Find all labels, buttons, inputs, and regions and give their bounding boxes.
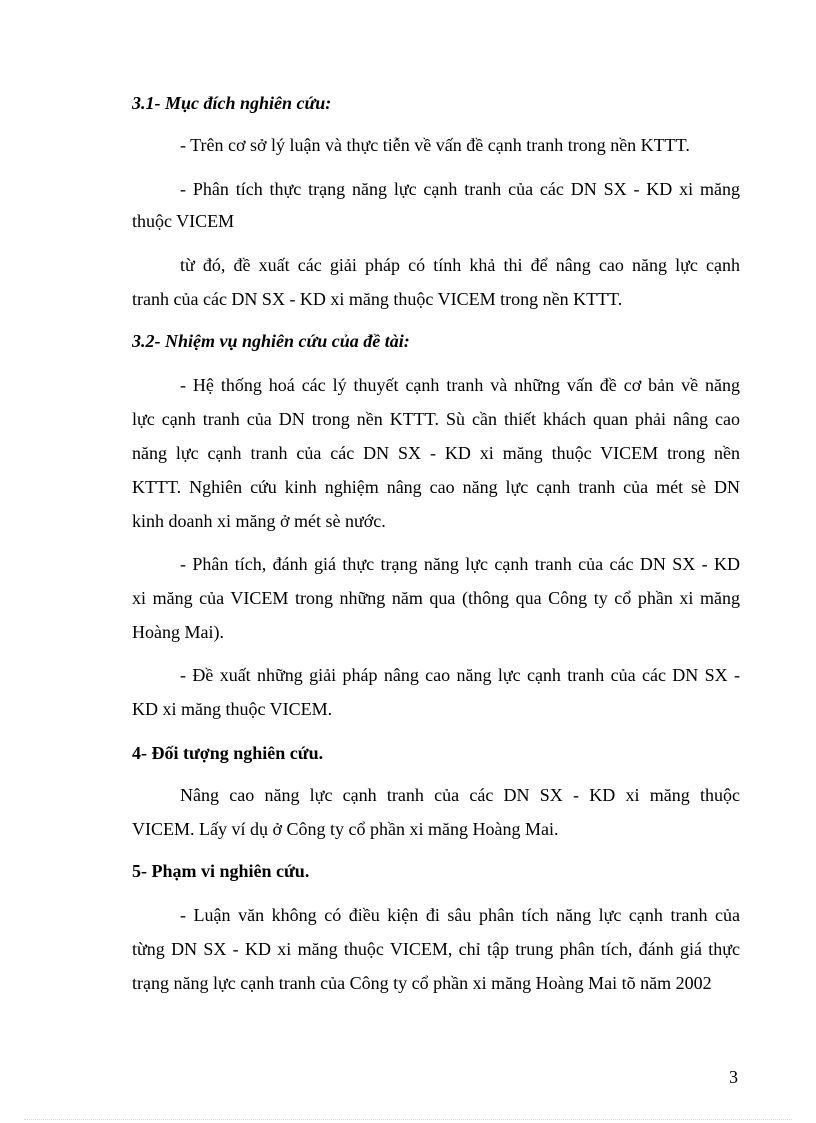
page-footer-divider bbox=[24, 1119, 792, 1120]
paragraph-line: lực cạnh tranh của DN trong nền KTTT. Sù cần thiết khách quan phải nâng cao bbox=[132, 409, 740, 429]
paragraph-line: KTTT. Nghiên cứu kinh nghiệm nâng cao năng lực cạnh tranh của mét sè DN bbox=[132, 477, 740, 497]
paragraph-line: KD xi măng thuộc VICEM. bbox=[132, 699, 333, 719]
paragraph-line: - Phân tích, đánh giá thực trạng năng lực cạnh tranh của các DN SX - KD bbox=[180, 554, 740, 574]
section-4-heading: 4- Đối tượng nghiên cứu. bbox=[132, 743, 324, 763]
paragraph-line: xi măng của VICEM trong những năm qua (thông qua Công ty cổ phần xi măng bbox=[132, 588, 740, 608]
paragraph-line: - Hệ thống hoá các lý thuyết cạnh tranh và những vấn đề cơ bản về năng bbox=[180, 375, 740, 395]
paragraph-line: - Trên cơ sở lý luận và thực tiễn về vấn đề cạnh tranh trong nền KTTT. bbox=[180, 135, 690, 155]
paragraph-line: Nâng cao năng lực cạnh tranh của các DN SX - KD xi măng thuộc bbox=[180, 785, 740, 805]
section-3-1-heading: 3.1- Mục đích nghiên cứu: bbox=[132, 93, 332, 113]
paragraph-line: - Đề xuất những giải pháp nâng cao năng lực cạnh tranh của các DN SX - bbox=[180, 665, 740, 685]
paragraph-line: từ đó, đề xuất các giải pháp có tính khả thi để nâng cao năng lực cạnh bbox=[180, 255, 740, 275]
paragraph-line: thuộc VICEM bbox=[132, 211, 235, 231]
paragraph-line: năng lực cạnh tranh của các DN SX - KD xi măng thuộc VICEM trong nền bbox=[132, 443, 740, 463]
section-3-2-heading: 3.2- Nhiệm vụ nghiên cứu của đề tài: bbox=[132, 331, 410, 351]
section-5-heading: 5- Phạm vi nghiên cứu. bbox=[132, 861, 310, 881]
paragraph-line: - Phân tích thực trạng năng lực cạnh tranh của các DN SX - KD xi măng bbox=[180, 179, 740, 199]
page-number: 3 bbox=[729, 1067, 738, 1087]
paragraph-line: - Luận văn không có điều kiện đi sâu phân tích năng lực cạnh tranh của bbox=[180, 905, 740, 925]
paragraph-line: từng DN SX - KD xi măng thuộc VICEM, chỉ tập trung phân tích, đánh giá thực bbox=[132, 939, 740, 959]
paragraph-line: trạng năng lực cạnh tranh của Công ty cổ phần xi măng Hoàng Mai tõ năm 2002 bbox=[132, 973, 712, 993]
paragraph-line: tranh của các DN SX - KD xi măng thuộc VICEM trong nền KTTT. bbox=[132, 289, 623, 309]
paragraph-line: Hoàng Mai). bbox=[132, 622, 224, 642]
paragraph-line: VICEM. Lấy ví dụ ở Công ty cổ phần xi măng Hoàng Mai. bbox=[132, 819, 559, 839]
paragraph-line: kinh doanh xi măng ở mét sè nước. bbox=[132, 511, 386, 531]
